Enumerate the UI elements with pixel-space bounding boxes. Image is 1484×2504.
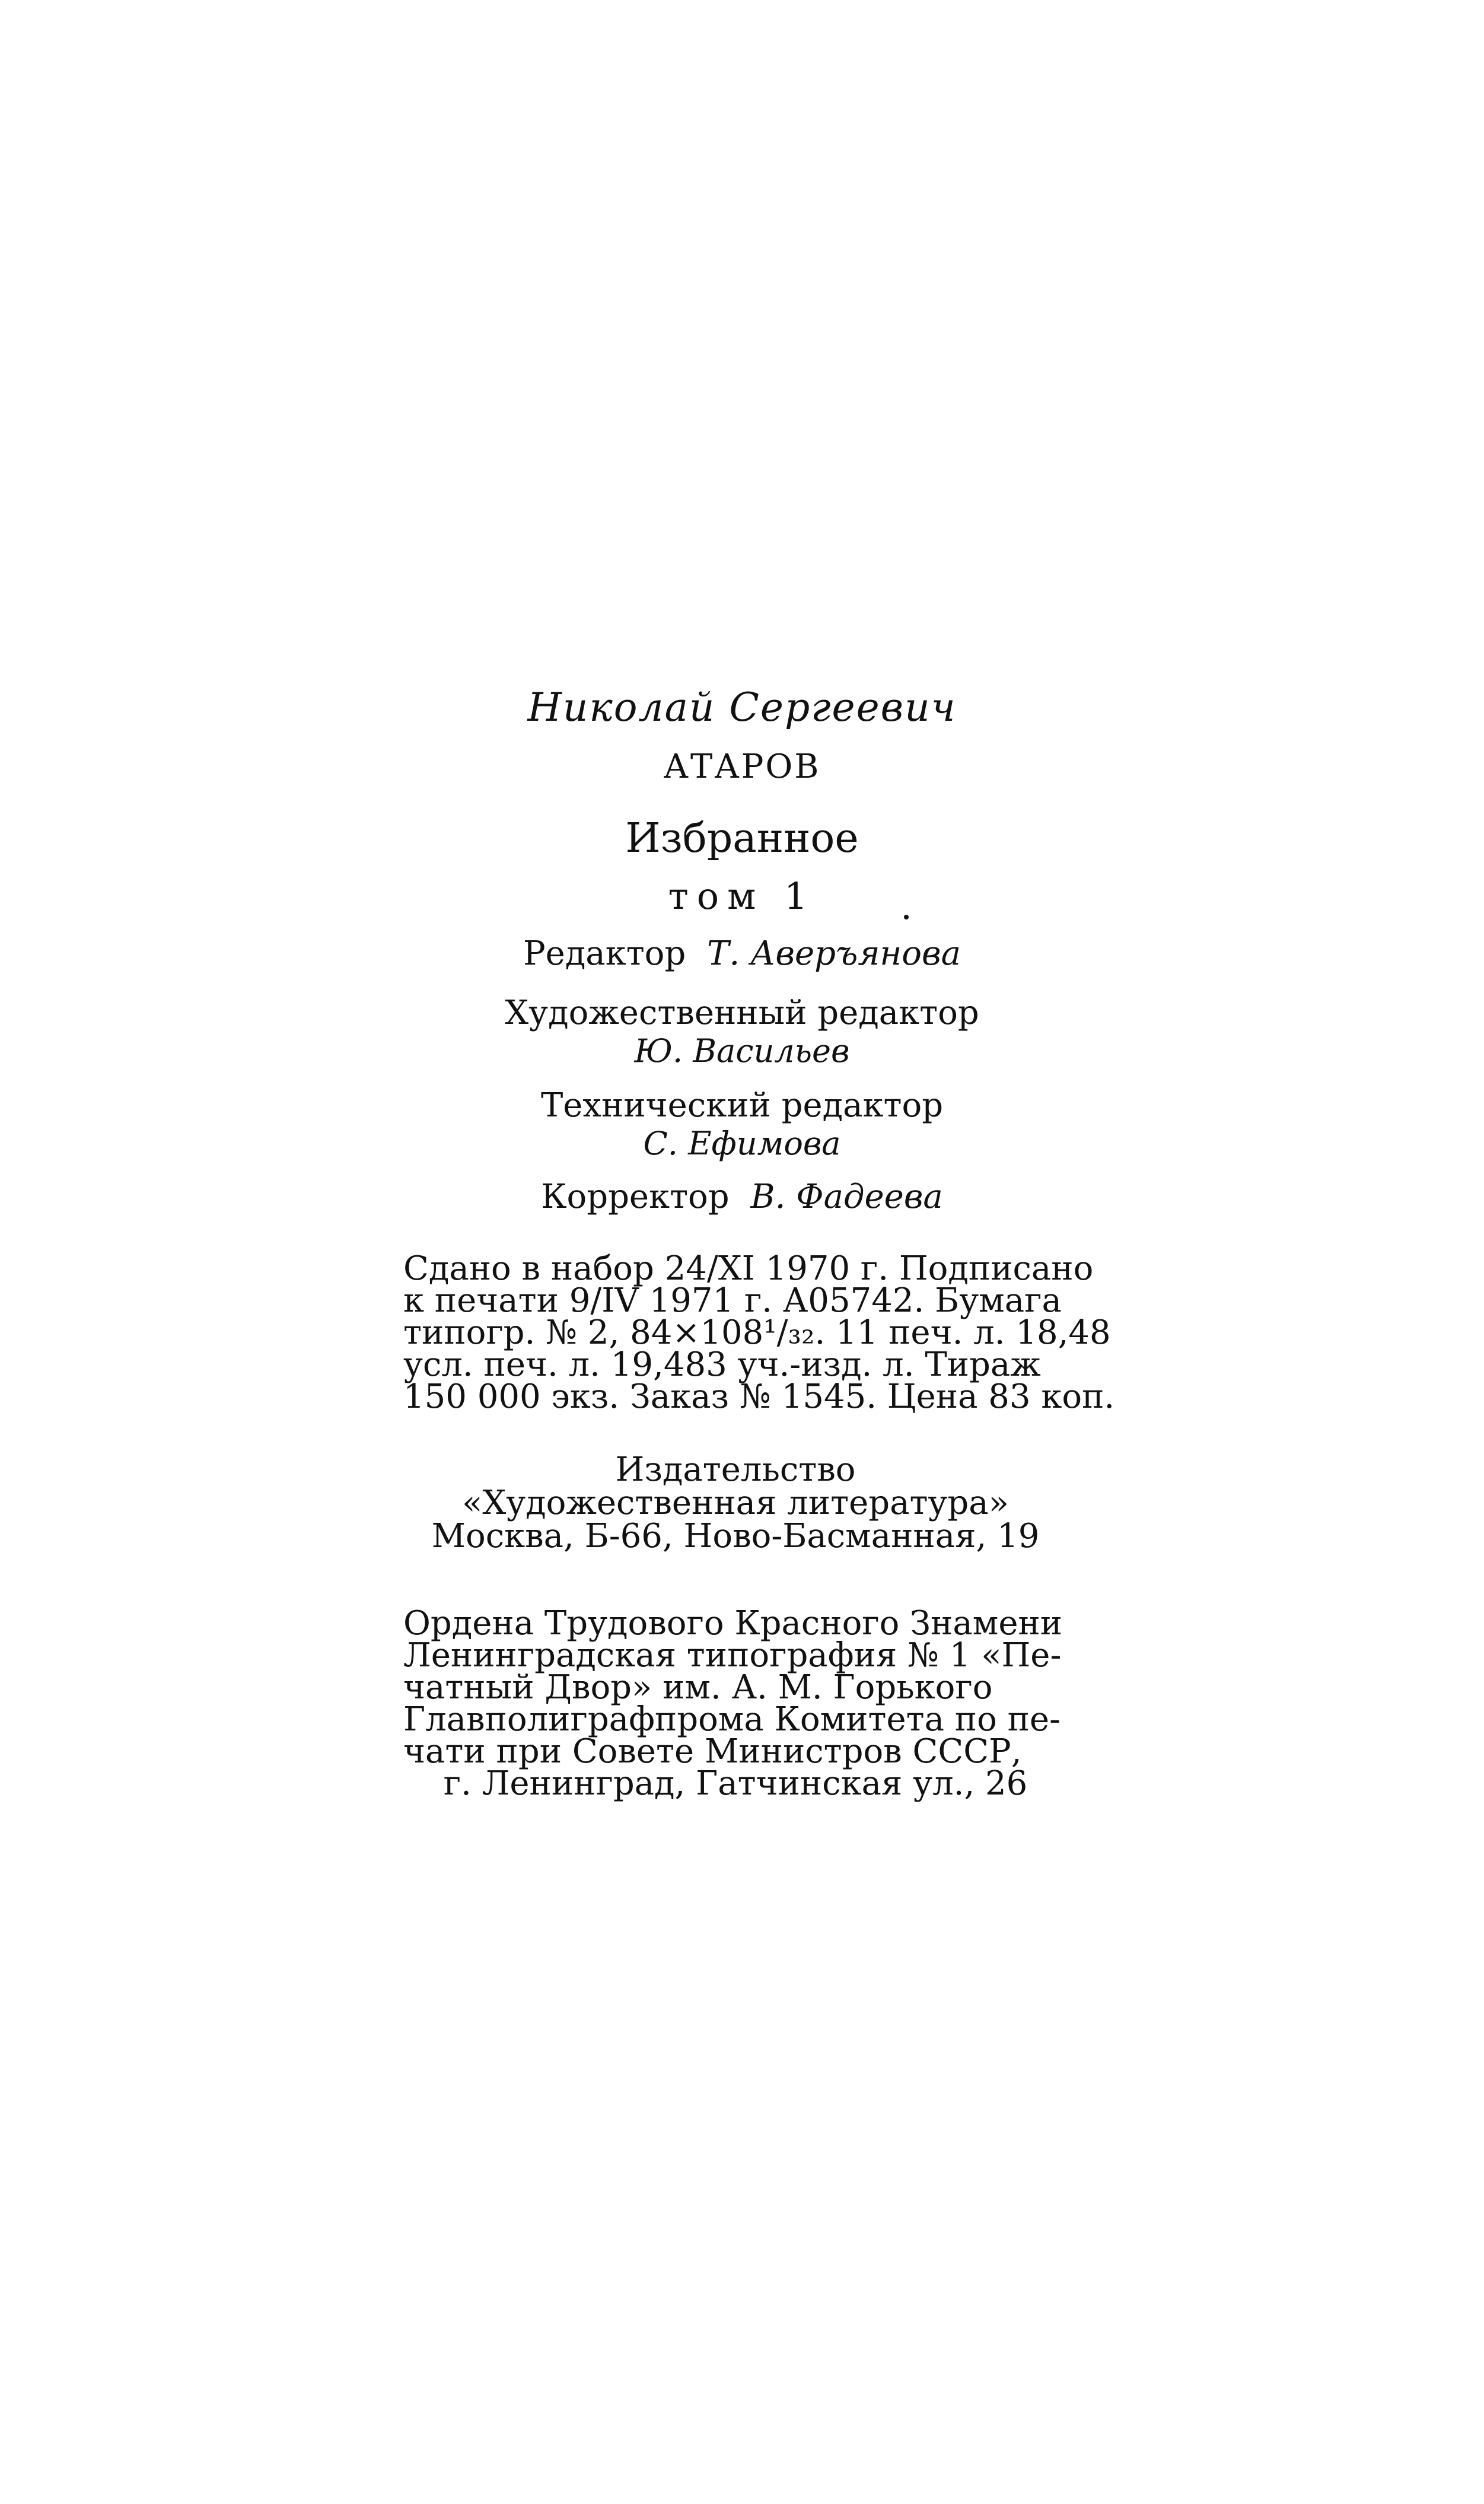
proofreader-line <box>0 1178 1484 1216</box>
print-info-line: Сдано в набор 24/XI 1970 г. Подписано <box>403 1249 1094 1288</box>
editor-label: Редактор <box>523 934 686 973</box>
printer-line: Ленинградская типография № 1 «Пе- <box>403 1636 1062 1675</box>
tech-editor-name: С. Ефимова <box>643 1125 841 1162</box>
printer-line: Ордена Трудового Красного Знамени <box>403 1604 1063 1643</box>
print-speck <box>904 915 909 919</box>
proofreader-label: Корректор <box>541 1178 730 1216</box>
printer-line: г. Ленинград, Гатчинская ул., 26 <box>443 1764 1028 1803</box>
author-names: Николай Сергеевич <box>527 685 957 730</box>
print-info-line: типогр. № 2, 84×108¹/₃₂. 11 печ. л. 18,48 <box>403 1313 1111 1352</box>
print-info-line: 150 000 экз. Заказ № 1545. Цена 83 коп. <box>403 1377 1115 1416</box>
art-editor-label: Художественный редактор <box>505 994 979 1032</box>
print-info-block <box>403 1249 1115 1416</box>
publisher-line: «Художественная литература» <box>462 1484 1009 1522</box>
print-info-line: усл. печ. л. 19,483 уч.-изд. л. Тираж <box>403 1345 1041 1384</box>
printer-line: чатный Двор» им. А. М. Горького <box>403 1668 993 1707</box>
author-surname: АТАРОВ <box>663 747 821 786</box>
volume-number: том 1 <box>668 874 816 918</box>
printer-line: чати при Совете Министров СССР, <box>403 1732 1022 1771</box>
art-editor-name: Ю. Васильев <box>634 1032 850 1070</box>
publisher-line: Москва, Б-66, Ново-Басманная, 19 <box>431 1517 1040 1555</box>
editor-name: Т. Аверъянова <box>707 934 961 973</box>
proofreader-name: В. Фадеева <box>750 1178 943 1216</box>
publisher-block <box>403 1450 1068 1555</box>
printer-line: Главполиграфпрома Комитета по пе- <box>403 1700 1061 1739</box>
book-title: Избранное <box>625 815 859 862</box>
print-info-line: к печати 9/IV 1971 г. А05742. Бумага <box>403 1281 1062 1320</box>
tech-editor-label: Технический редактор <box>540 1086 944 1125</box>
editor-line <box>0 934 1484 973</box>
publisher-line: Издательство <box>615 1450 856 1489</box>
printer-block <box>403 1604 1068 1803</box>
